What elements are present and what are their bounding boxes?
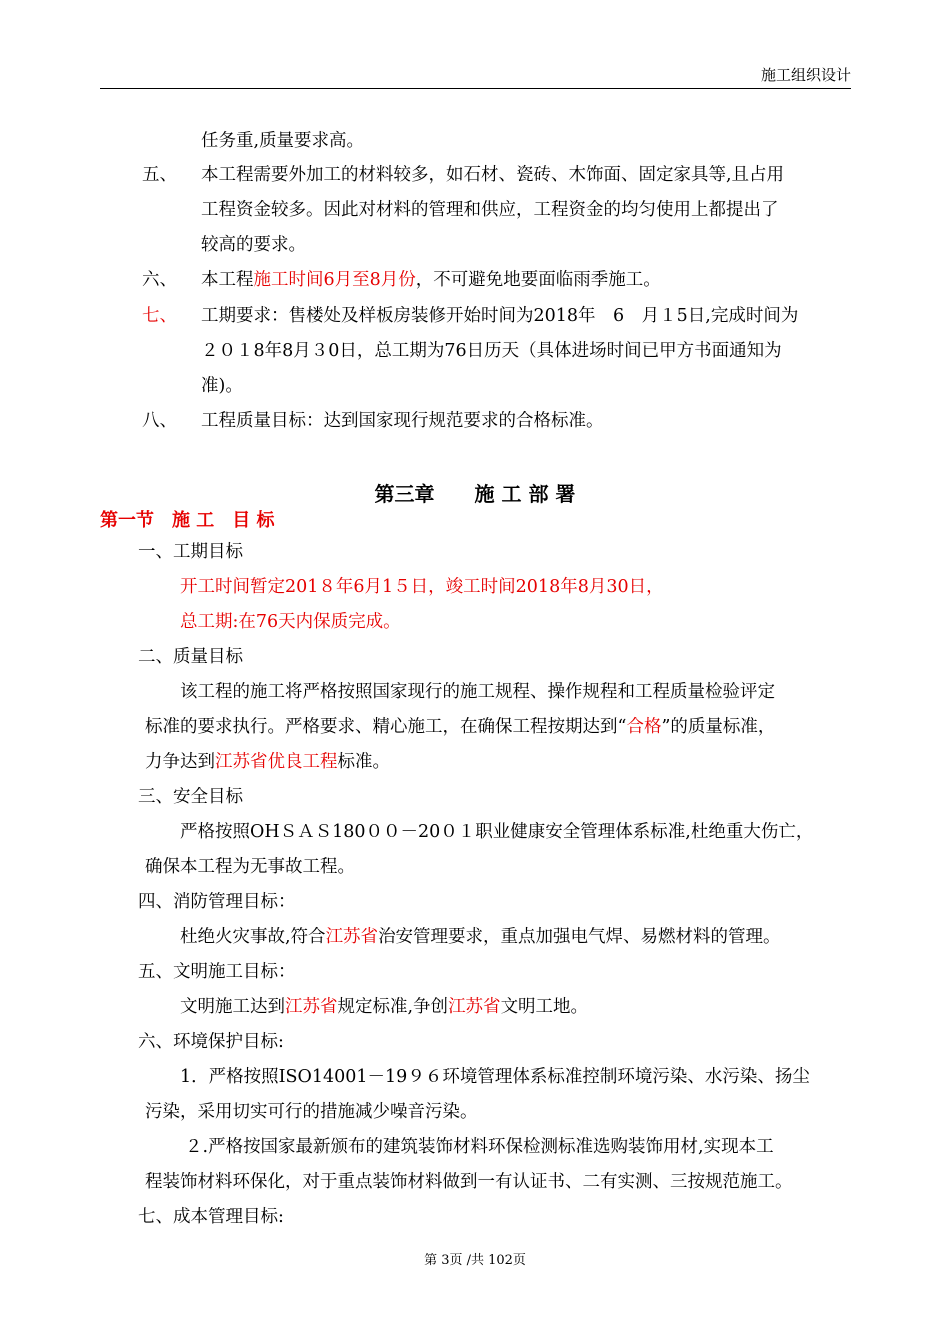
item-7-number: 七、 (142, 306, 177, 326)
chapter-title: 第三章 施 工 部 署 (374, 482, 576, 506)
goal-fire-text: 杜绝火灾事故,符合江苏省治安管理要求，重点加强电气焊、易燃材料的管理。 (180, 927, 781, 947)
goal-safety-line-1: 严格按照OHＳＡＳ180００－20０１职业健康安全管理体系标准,杜绝重大伤亡， (180, 822, 814, 842)
goal-env-p2-line-1: ２.严格按国家最新颁布的建筑装饰材料环保检测标准选购装饰用材,实现本工 (185, 1137, 774, 1157)
section-title: 第一节 施 工 目 标 (100, 510, 275, 531)
item-5-line-3: 较高的要求。 (201, 235, 306, 255)
item-8-text: 工程质量目标：达到国家现行规范要求的合格标准。 (201, 411, 604, 431)
goal-safety-line-2: 确保本工程为无事故工程。 (145, 857, 355, 877)
item-6-number: 六、 (142, 270, 177, 290)
item-continuation: 任务重,质量要求高。 (201, 131, 365, 151)
goal-schedule-heading: 一、工期目标 (138, 542, 243, 562)
goal-schedule-line-2: 总工期:在76天内保质完成。 (180, 612, 401, 632)
page-header (100, 64, 851, 89)
item-5-number: 五、 (142, 165, 177, 185)
item-5-line-1: 本工程需要外加工的材料较多，如石材、瓷砖、木饰面、固定家具等,且占用 (201, 165, 785, 185)
goal-civil-heading: 五、文明施工目标： (138, 962, 296, 982)
goal-quality-heading: 二、质量目标 (138, 647, 243, 667)
goal-env-p1-line-1: 1．严格按照ISO14001－19９６环境管理体系标准控制环境污染、水污染、扬尘 (180, 1067, 810, 1087)
item-8-number: 八、 (142, 411, 177, 431)
goal-safety-heading: 三、安全目标 (138, 787, 243, 807)
goal-quality-line-2: 标准的要求执行。严格要求、精心施工，在确保工程按期达到“合格”的质量标准， (145, 717, 776, 737)
item-7-line-3: 准)。 (201, 376, 243, 396)
item-6-text: 本工程施工时间6月至8月份，不可避免地要面临雨季施工。 (201, 270, 661, 290)
header-title: 施工组织设计 (760, 66, 851, 84)
item-5-line-2: 工程资金较多。因此对材料的管理和供应，工程资金的均匀使用上都提出了 (201, 200, 779, 220)
goal-cost-heading: 七、成本管理目标: (138, 1207, 284, 1227)
goal-fire-heading: 四、消防管理目标： (138, 892, 296, 912)
goal-env-heading: 六、环境保护目标: (138, 1032, 284, 1052)
item-6-highlight: 施工时间6月至8月份 (253, 270, 416, 290)
page-footer: 第 3页 /共 102页 (424, 1253, 526, 1268)
item-7-line-2: ２０１8年8月３0日，总工期为76日历天（具体进场时间已甲方书面通知为 (201, 341, 782, 361)
goal-env-p2-line-2: 程装饰材料环保化，对于重点装饰材料做到一有认证书、二有实测、三按规范施工。 (145, 1172, 793, 1192)
goal-quality-line-1: 该工程的施工将严格按照国家现行的施工规程、操作规程和工程质量检验评定 (180, 682, 775, 702)
item-7-line-1: 工期要求：售楼处及样板房装修开始时间为2018年 6 月１5日,完成时间为 (201, 306, 799, 326)
goal-env-p1-line-2: 污染，采用切实可行的措施减少噪音污染。 (145, 1102, 478, 1122)
goal-schedule-line-1: 开工时间暂定201８年6月1５日，竣工时间2018年8月30日， (180, 577, 664, 597)
goal-civil-text: 文明施工达到江苏省规定标准,争创江苏省文明工地。 (180, 997, 589, 1017)
goal-quality-line-3: 力争达到江苏省优良工程标准。 (145, 752, 390, 772)
